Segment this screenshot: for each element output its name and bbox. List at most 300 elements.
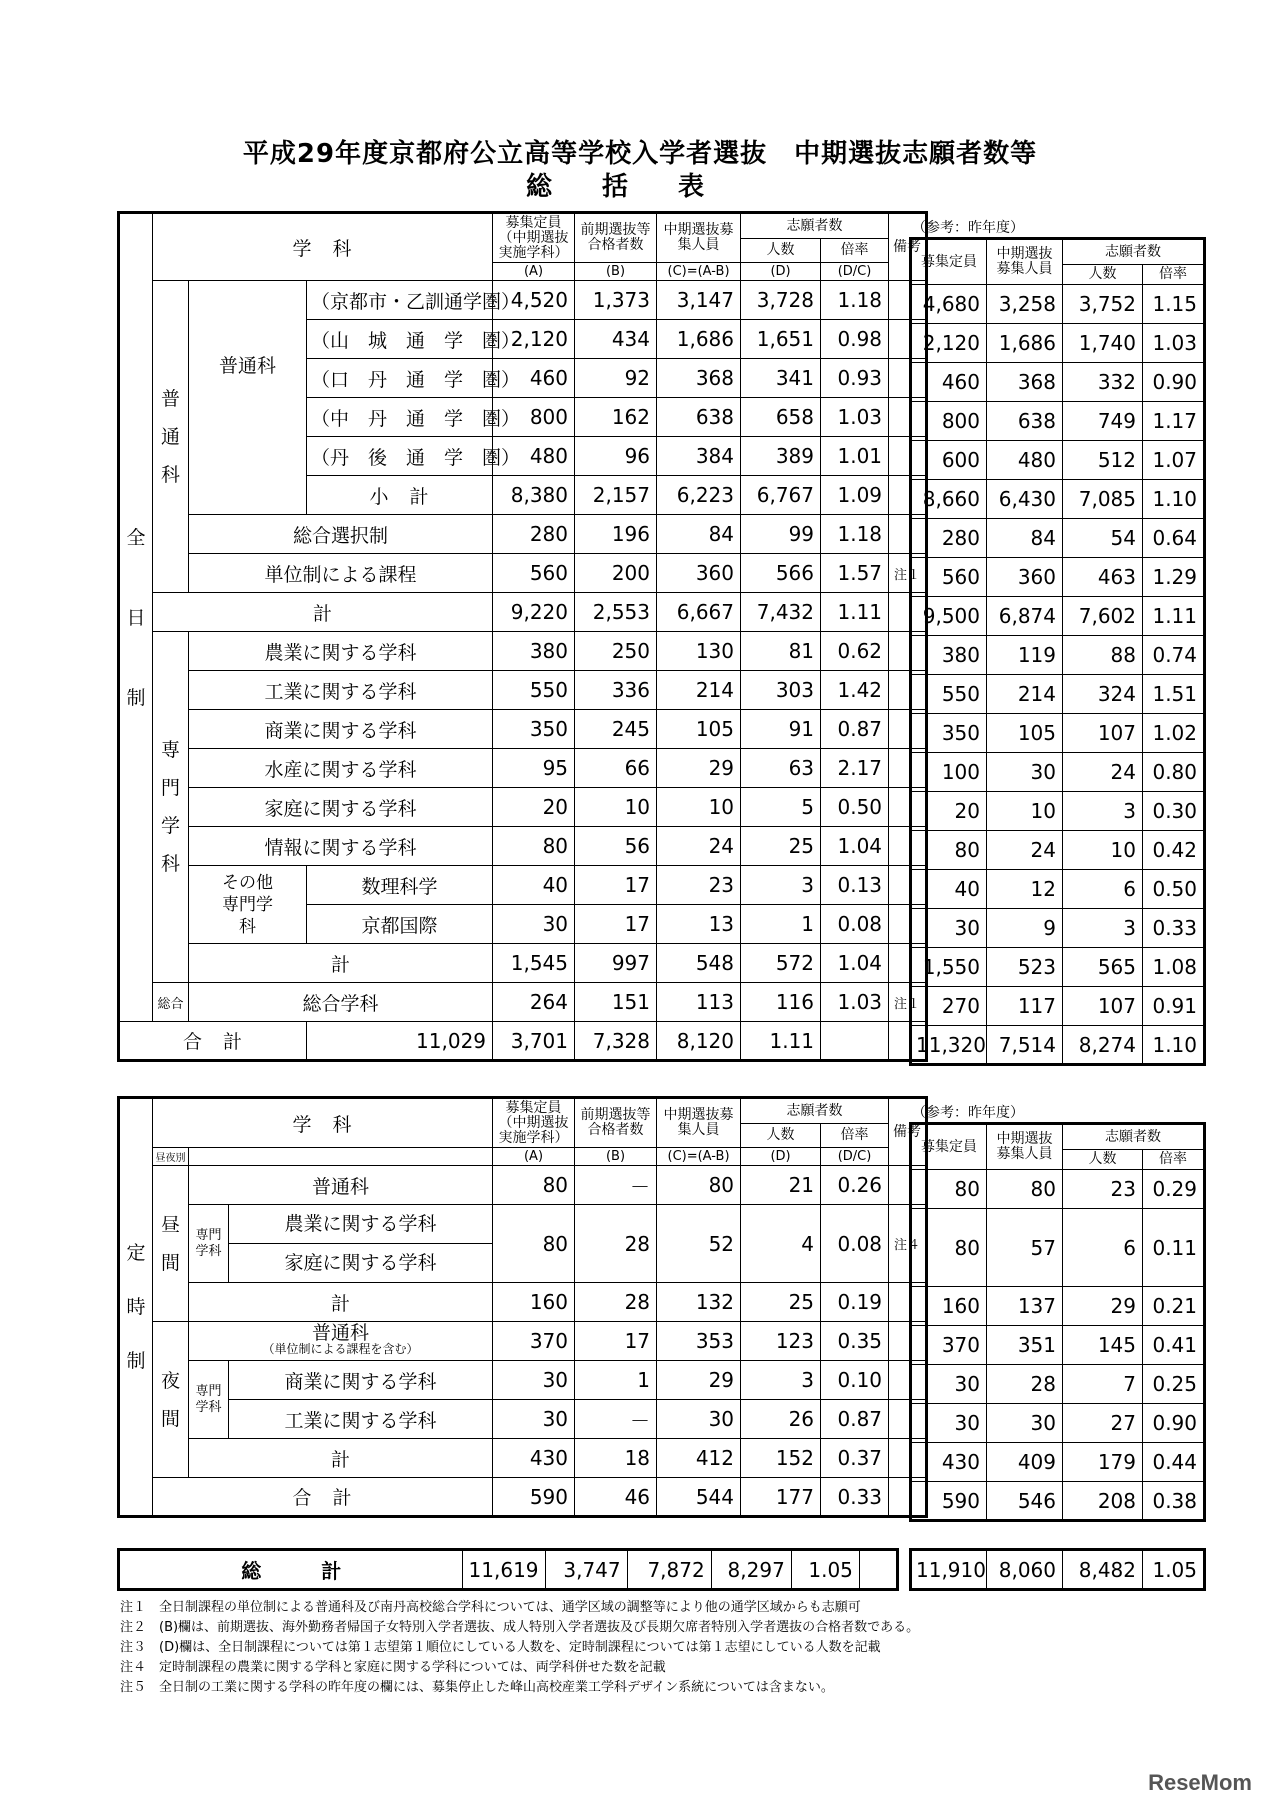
chuki-header: 中期選抜募集人員 <box>657 213 741 263</box>
gakka-header: 学 科 <box>153 213 493 281</box>
footnotes <box>120 1598 919 1698</box>
mark-dc: (D/C) <box>821 263 889 281</box>
ref-c: 480 <box>987 441 1063 480</box>
ref-a: 460 <box>911 363 987 402</box>
cell-ratio: 1.18 <box>821 515 889 554</box>
ref-c: 105 <box>987 714 1063 753</box>
ref-bairitsu-header: 倍率 <box>1143 1150 1205 1170</box>
cell-d: 63 <box>741 749 821 788</box>
cell-c: 29 <box>657 1361 741 1400</box>
grand-ref-d: 8,482 <box>1063 1550 1143 1590</box>
row-label: 数理科学 <box>307 866 493 905</box>
ref-ratio: 0.91 <box>1143 987 1205 1026</box>
page-title: 平成29年度京都府公立高等学校入学者選抜 中期選抜志願者数等 <box>242 139 1038 169</box>
cell-ratio: 0.87 <box>821 1400 889 1439</box>
grand-total-table <box>117 1548 899 1591</box>
total-label: 計 <box>153 593 493 632</box>
row-label: （丹 後 通 学 圏） <box>307 437 493 476</box>
ref-a: 80 <box>911 1209 987 1287</box>
cell-d: 341 <box>741 359 821 398</box>
cell-c: 544 <box>657 1478 741 1517</box>
cell-d: 572 <box>741 944 821 983</box>
row-label: 情報に関する学科 <box>189 827 493 866</box>
cell-d: 116 <box>741 983 821 1022</box>
ninzu-header: 人数 <box>741 239 821 263</box>
ref-c: 80 <box>987 1170 1063 1209</box>
ref-d: 27 <box>1063 1404 1143 1443</box>
ref-d: 23 <box>1063 1170 1143 1209</box>
ref-a: 550 <box>911 675 987 714</box>
ref-d: 332 <box>1063 363 1143 402</box>
ref-c: 6,430 <box>987 480 1063 519</box>
full-time-table <box>117 211 928 1062</box>
cell-b: 56 <box>575 827 657 866</box>
ref-d: 6 <box>1063 870 1143 909</box>
ref-ratio: 0.42 <box>1143 831 1205 870</box>
gakka-header: 学 科 <box>153 1098 493 1148</box>
mark-d: (D) <box>741 1148 821 1166</box>
row-label: 普通科 <box>312 1322 370 1344</box>
ref-c: 3,258 <box>987 285 1063 324</box>
ref-a: 270 <box>911 987 987 1026</box>
ref-a: 11,320 <box>911 1026 987 1065</box>
biko-header: 備考 <box>889 213 927 281</box>
ref-a: 380 <box>911 636 987 675</box>
cell-d: 177 <box>741 1478 821 1517</box>
mark-a: (A) <box>493 263 575 281</box>
row-label: 総合選択制 <box>189 515 493 554</box>
cell-a: 560 <box>493 554 575 593</box>
ref-c: 523 <box>987 948 1063 987</box>
ref-a: 30 <box>911 1404 987 1443</box>
cell-d: 5 <box>741 788 821 827</box>
cell-a: 30 <box>493 1361 575 1400</box>
ref-chuki-header: 中期選抜募集人員 <box>987 1124 1063 1170</box>
cell-b: 17 <box>575 905 657 944</box>
cell-c: 130 <box>657 632 741 671</box>
cell-a: 1,545 <box>493 944 575 983</box>
cell-a: 80 <box>493 1205 575 1283</box>
cell-a: 480 <box>493 437 575 476</box>
cell-c: 13 <box>657 905 741 944</box>
ref-a: 20 <box>911 792 987 831</box>
ref-c: 28 <box>987 1365 1063 1404</box>
cell-c: 132 <box>657 1283 741 1322</box>
row-sublabel: （単位制による課程を含む） <box>262 1342 419 1356</box>
ref-ratio: 0.21 <box>1143 1287 1205 1326</box>
cell-ratio: 1.03 <box>821 398 889 437</box>
cell-ratio: 2.17 <box>821 749 889 788</box>
ref-a: 370 <box>911 1326 987 1365</box>
cell-a: 80 <box>493 827 575 866</box>
ref-c: 9 <box>987 909 1063 948</box>
cell-a: 550 <box>493 671 575 710</box>
cell-d: 566 <box>741 554 821 593</box>
ref-d: 6 <box>1063 1209 1143 1287</box>
ref-c: 1,686 <box>987 324 1063 363</box>
ref-ratio: 0.41 <box>1143 1326 1205 1365</box>
grand-ref-ratio: 1.05 <box>1143 1550 1205 1590</box>
cell-ratio: 1.03 <box>821 983 889 1022</box>
hiru-label: 昼間 <box>153 1166 189 1322</box>
cell-a: 430 <box>493 1439 575 1478</box>
ref-d: 1,740 <box>1063 324 1143 363</box>
cell-d: 26 <box>741 1400 821 1439</box>
ref-a: 30 <box>911 909 987 948</box>
ref-d: 179 <box>1063 1443 1143 1482</box>
futsuka-vertical-label: 普通科 <box>153 281 189 593</box>
ref-boshu-header: 募集定員 <box>911 239 987 285</box>
cell-b: 10 <box>575 788 657 827</box>
ref-c: 360 <box>987 558 1063 597</box>
ref-d: 208 <box>1063 1482 1143 1521</box>
cell-ratio: 0.98 <box>821 320 889 359</box>
cell-note <box>821 1022 889 1061</box>
cell-d: 658 <box>741 398 821 437</box>
cell-a: 30 <box>493 905 575 944</box>
zennichi-label: 全日制 <box>119 213 153 1022</box>
ref-ratio: 0.64 <box>1143 519 1205 558</box>
ref-c: 57 <box>987 1209 1063 1287</box>
cell-b: 200 <box>575 554 657 593</box>
row-label: 京都国際 <box>307 905 493 944</box>
row-label: （中 丹 通 学 圏） <box>307 398 493 437</box>
cell-b: 18 <box>575 1439 657 1478</box>
cell-c: 29 <box>657 749 741 788</box>
cell-c: 368 <box>657 359 741 398</box>
cell-c: 80 <box>657 1166 741 1205</box>
cell-d: 1,651 <box>741 320 821 359</box>
cell-d: 1 <box>741 905 821 944</box>
ref-ratio: 1.02 <box>1143 714 1205 753</box>
cell-b: 46 <box>575 1478 657 1517</box>
cell-a: 800 <box>493 398 575 437</box>
grand-label: 合 計 <box>119 1022 307 1061</box>
cell-ratio: 0.62 <box>821 632 889 671</box>
cell-b: 1 <box>575 1361 657 1400</box>
header-blank <box>189 1148 493 1166</box>
ref-bairitsu-header: 倍率 <box>1143 265 1205 285</box>
ref-ratio: 1.07 <box>1143 441 1205 480</box>
cell-ratio: 1.42 <box>821 671 889 710</box>
row-label: （口 丹 通 学 圏） <box>307 359 493 398</box>
ref-d: 324 <box>1063 675 1143 714</box>
mark-b: (B) <box>575 1148 657 1166</box>
ref-a: 8,660 <box>911 480 987 519</box>
subtotal-label: 小 計 <box>307 476 493 515</box>
futsuka-label: 普通科 <box>189 281 307 515</box>
ref-c: 368 <box>987 363 1063 402</box>
resemom-logo: ReseMom <box>1148 1770 1252 1795</box>
biko-header: 備考 <box>889 1098 927 1166</box>
bairitsu-header: 倍率 <box>821 239 889 263</box>
grand-d: 8,297 <box>711 1550 791 1590</box>
cell-ratio: 0.93 <box>821 359 889 398</box>
total-label: 計 <box>189 1439 493 1478</box>
ref-c: 7,514 <box>987 1026 1063 1065</box>
cell-ratio: 1.11 <box>741 1022 821 1061</box>
ref-ratio: 1.29 <box>1143 558 1205 597</box>
zenki-header: 前期選抜等合格者数 <box>575 1098 657 1148</box>
cell-note: 注１ <box>889 554 927 593</box>
cell-b: 1,373 <box>575 281 657 320</box>
ref-ratio: 1.03 <box>1143 324 1205 363</box>
cell-d: 8,120 <box>657 1022 741 1061</box>
ref-a: 430 <box>911 1443 987 1482</box>
ref-a: 80 <box>911 1170 987 1209</box>
ref-ninzu-header: 人数 <box>1063 265 1143 285</box>
cell-d: 21 <box>741 1166 821 1205</box>
cell-ratio: 1.18 <box>821 281 889 320</box>
cell-b: 96 <box>575 437 657 476</box>
cell-ratio: 0.35 <box>821 1322 889 1361</box>
cell-ratio: 0.87 <box>821 710 889 749</box>
cell-ratio: 1.09 <box>821 476 889 515</box>
ref-d: 7 <box>1063 1365 1143 1404</box>
row-label: 総合学科 <box>189 983 493 1022</box>
cell-a: 40 <box>493 866 575 905</box>
ref-d: 3 <box>1063 909 1143 948</box>
ref-d: 3 <box>1063 792 1143 831</box>
full-time-reference-table <box>909 237 1206 1066</box>
cell-ratio: 0.33 <box>821 1478 889 1517</box>
ref-ratio: 0.80 <box>1143 753 1205 792</box>
cell-d: 25 <box>741 1283 821 1322</box>
ref-c: 214 <box>987 675 1063 714</box>
ref-shigan-header: 志願者数 <box>1063 1124 1205 1150</box>
ref-a: 100 <box>911 753 987 792</box>
cell-ratio: 0.50 <box>821 788 889 827</box>
cell-ratio: 1.57 <box>821 554 889 593</box>
cell-a: 160 <box>493 1283 575 1322</box>
cell-a: 9,220 <box>493 593 575 632</box>
cell-b: 92 <box>575 359 657 398</box>
ref-d: 107 <box>1063 714 1143 753</box>
grand-ref-c: 8,060 <box>987 1550 1063 1590</box>
cell-a: 370 <box>493 1322 575 1361</box>
cell-b: 28 <box>575 1283 657 1322</box>
ref-c: 119 <box>987 636 1063 675</box>
mark-c: (C)=(A-B) <box>657 1148 741 1166</box>
cell-a: 350 <box>493 710 575 749</box>
combined-label-cell <box>229 1205 493 1283</box>
senmon-small-label-yoru: 専門学科 <box>189 1361 229 1439</box>
ref-c: 10 <box>987 792 1063 831</box>
ref-a: 560 <box>911 558 987 597</box>
cell-a: 280 <box>493 515 575 554</box>
grand-total-label: 総 計 <box>119 1550 463 1590</box>
cell-d: 25 <box>741 827 821 866</box>
ref-c: 24 <box>987 831 1063 870</box>
row-label-2: 家庭に関する学科 <box>284 1252 437 1274</box>
ref-d: 8,274 <box>1063 1026 1143 1065</box>
ref-c: 84 <box>987 519 1063 558</box>
page-subtitle: 総括表 <box>525 172 754 202</box>
ref-ratio: 1.15 <box>1143 285 1205 324</box>
ref-ratio: 0.33 <box>1143 909 1205 948</box>
cell-d: 303 <box>741 671 821 710</box>
ref-d: 54 <box>1063 519 1143 558</box>
mark-dc: (D/C) <box>821 1148 889 1166</box>
row-label: （山 城 通 学 圏） <box>307 320 493 359</box>
cell-c: 353 <box>657 1322 741 1361</box>
cell-a: 264 <box>493 983 575 1022</box>
cell-note: 注１ <box>889 983 927 1022</box>
cell-ratio: 0.37 <box>821 1439 889 1478</box>
footnote-4: 注４ 定時制課程の農業に関する学科と家庭に関する学科については、両学科併せた数を記載 <box>120 1660 666 1675</box>
ref-ratio: 0.38 <box>1143 1482 1205 1521</box>
mark-a: (A) <box>493 1148 575 1166</box>
part-time-reference-table <box>909 1122 1206 1522</box>
cell-d: 123 <box>741 1322 821 1361</box>
cell-b: 196 <box>575 515 657 554</box>
cell-ratio: 0.13 <box>821 866 889 905</box>
cell-d: 4 <box>741 1205 821 1283</box>
ref-c: 351 <box>987 1326 1063 1365</box>
cell-a: 95 <box>493 749 575 788</box>
cell-b: 997 <box>575 944 657 983</box>
cell-c: 384 <box>657 437 741 476</box>
cell-b: 336 <box>575 671 657 710</box>
ref-d: 88 <box>1063 636 1143 675</box>
ref-a: 1,550 <box>911 948 987 987</box>
cell-d: 81 <box>741 632 821 671</box>
ref-c: 546 <box>987 1482 1063 1521</box>
shigan-header: 志願者数 <box>741 1098 889 1124</box>
ref-c: 137 <box>987 1287 1063 1326</box>
ref-d: 10 <box>1063 831 1143 870</box>
cell-c: 638 <box>657 398 741 437</box>
row-label: 商業に関する学科 <box>229 1361 493 1400</box>
cell-ratio: 1.04 <box>821 944 889 983</box>
ref-ratio: 1.08 <box>1143 948 1205 987</box>
ref-a: 2,120 <box>911 324 987 363</box>
cell-a: 20 <box>493 788 575 827</box>
cell-ratio: 0.08 <box>821 1205 889 1283</box>
row-label: 水産に関する学科 <box>189 749 493 788</box>
cell-b: 2,553 <box>575 593 657 632</box>
ref-ratio: 1.11 <box>1143 597 1205 636</box>
cell-c: 105 <box>657 710 741 749</box>
ref-a: 4,680 <box>911 285 987 324</box>
cell-c: 412 <box>657 1439 741 1478</box>
ref-d: 7,602 <box>1063 597 1143 636</box>
cell-c: 52 <box>657 1205 741 1283</box>
cell-b: 17 <box>575 1322 657 1361</box>
chuki-header: 中期選抜募集人員 <box>657 1098 741 1148</box>
ref-c: 409 <box>987 1443 1063 1482</box>
row-label: 農業に関する学科 <box>229 1205 492 1244</box>
ref-ninzu-header: 人数 <box>1063 1150 1143 1170</box>
cell-b: 250 <box>575 632 657 671</box>
cell-a: 11,029 <box>307 1022 493 1061</box>
total-label: 計 <box>189 944 493 983</box>
cell-b: 2,157 <box>575 476 657 515</box>
shigan-header: 志願者数 <box>741 213 889 239</box>
cell-a: 30 <box>493 1400 575 1439</box>
ref-a: 350 <box>911 714 987 753</box>
grand-label: 合 計 <box>153 1478 493 1517</box>
cell-b: 66 <box>575 749 657 788</box>
cell-c: 30 <box>657 1400 741 1439</box>
ref-d: 565 <box>1063 948 1143 987</box>
footnote-1: 注１ 全日制課程の単位制による普通科及び南丹高校総合学科については、通学区域の調整等により他の通学区域からも志願可 <box>120 1600 861 1615</box>
cell-c: 3,147 <box>657 281 741 320</box>
cell-c: 6,223 <box>657 476 741 515</box>
cell-c: 6,667 <box>657 593 741 632</box>
cell-ratio: 1.01 <box>821 437 889 476</box>
cell-a: 2,120 <box>493 320 575 359</box>
ref-c: 638 <box>987 402 1063 441</box>
row-label: 商業に関する学科 <box>189 710 493 749</box>
footnote-2: 注２ (B)欄は、前期選抜、海外勤務者帰国子女特別入学者選抜、成人特別入学者選抜及び長期欠席者特別入学者選抜の合格者数である。 <box>120 1620 920 1635</box>
ref-ratio: 0.30 <box>1143 792 1205 831</box>
ref-d: 107 <box>1063 987 1143 1026</box>
cell-d: 389 <box>741 437 821 476</box>
ref-d: 512 <box>1063 441 1143 480</box>
zenki-header: 前期選抜等合格者数 <box>575 213 657 263</box>
cell-c: 84 <box>657 515 741 554</box>
ref-a: 30 <box>911 1365 987 1404</box>
ref-c: 30 <box>987 753 1063 792</box>
ref-d: 145 <box>1063 1326 1143 1365</box>
cell-c: 113 <box>657 983 741 1022</box>
chuuya-header: 昼夜別 <box>153 1148 189 1166</box>
cell-c: 214 <box>657 671 741 710</box>
cell-c: 548 <box>657 944 741 983</box>
cell-c: 10 <box>657 788 741 827</box>
cell-ratio: 1.11 <box>821 593 889 632</box>
cell-d: 7,432 <box>741 593 821 632</box>
cell-c: 1,686 <box>657 320 741 359</box>
ref-a: 80 <box>911 831 987 870</box>
cell-d: 3 <box>741 866 821 905</box>
ref-ratio: 0.25 <box>1143 1365 1205 1404</box>
ref-caption-part-time: （参考：昨年度） <box>912 1105 1024 1121</box>
grand-a: 11,619 <box>463 1550 545 1590</box>
cell-a: 590 <box>493 1478 575 1517</box>
mark-c: (C)=(A-B) <box>657 263 741 281</box>
cell-a: 8,380 <box>493 476 575 515</box>
cell-b: 3,701 <box>493 1022 575 1061</box>
cell-d: 99 <box>741 515 821 554</box>
ref-a: 160 <box>911 1287 987 1326</box>
cell-c: 23 <box>657 866 741 905</box>
cell-b: 17 <box>575 866 657 905</box>
cell-b: 245 <box>575 710 657 749</box>
grand-total-reference-table <box>909 1548 1206 1591</box>
ref-caption-full-time: （参考：昨年度） <box>912 220 1024 236</box>
ninzu-header: 人数 <box>741 1124 821 1148</box>
mark-d: (D) <box>741 263 821 281</box>
ref-c: 6,874 <box>987 597 1063 636</box>
yoru-label: 夜間 <box>153 1322 189 1478</box>
cell-b: 28 <box>575 1205 657 1283</box>
ref-ratio: 0.11 <box>1143 1209 1205 1287</box>
row-label: 単位制による課程 <box>189 554 493 593</box>
ref-d: 749 <box>1063 402 1143 441</box>
grand-b: 3,747 <box>545 1550 627 1590</box>
cell-ratio: 0.10 <box>821 1361 889 1400</box>
cell-b: － <box>575 1400 657 1439</box>
cell-b: 151 <box>575 983 657 1022</box>
cell-b: 434 <box>575 320 657 359</box>
cell-d: 3 <box>741 1361 821 1400</box>
ref-ratio: 0.74 <box>1143 636 1205 675</box>
boshu-header: 募集定員（中期選抜実施学科） <box>493 213 575 263</box>
part-time-table <box>117 1096 928 1518</box>
cell-d: 91 <box>741 710 821 749</box>
